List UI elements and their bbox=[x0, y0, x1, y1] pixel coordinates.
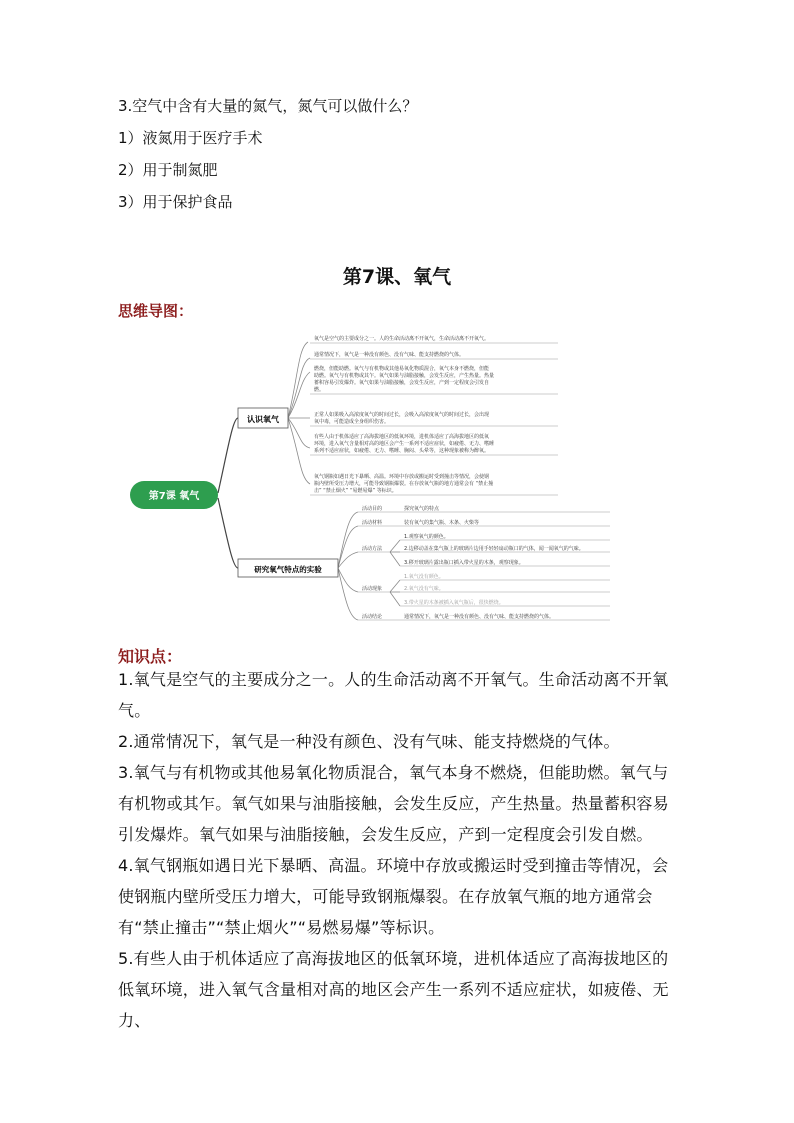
branch1-item bbox=[310, 335, 558, 343]
mindmap-root-label: 第7课 氧气 bbox=[148, 491, 200, 502]
branch2-label: 研究氧气特点的实验 bbox=[254, 565, 322, 574]
question-text: 3.空气中含有大量的氮气，氮气可以做什么？ bbox=[118, 97, 418, 115]
knowledge-point-3: 3.氧气与有机物或其他易氧化物质混合，氧气本身不燃烧，但能助燃。氧气与有机物或其乍。氧气如果与油脂接触，会发生反应，产生热量。热量蓄积容易引发爆炸。氧气如果与油脂接触，会发生反应，产到一定程度会引发自燃。 bbox=[118, 763, 669, 844]
branch2-row-key: 活动材料 bbox=[362, 520, 383, 526]
branch2-row-value: 通常情况下，氧气是一种没有颜色、没有气味、能支持燃烧的气体。 bbox=[404, 614, 555, 620]
branch2-row-key: 活动现象 bbox=[362, 586, 383, 592]
branch2-row-value: 2.氧气没有气味。 bbox=[404, 586, 444, 592]
branch1-item-line: 氧气钢瓶如遇日光下暴晒、高温。环境中存放或搬运时受到撞击等情况，会使钢 bbox=[314, 474, 490, 480]
branch2-row-value: 2.边移动盖在集气瓶上的玻璃片边用手轻轻扇动瓶口的气体，闻一闻氧气的气味。 bbox=[404, 546, 584, 552]
branch2-row-value: 1.观察氧气的颜色。 bbox=[404, 534, 449, 540]
branch2-row-key: 活动结论 bbox=[362, 614, 383, 620]
mindmap-diagram bbox=[118, 328, 618, 628]
branch1-item-line: 瓶内壁所受压力增大，可能导致钢瓶爆裂。在存放氧气瓶的地方通常会有 “禁止撞 bbox=[314, 481, 494, 487]
knowledge-points bbox=[118, 664, 678, 1036]
branch2-row-key: 活动目的 bbox=[362, 506, 383, 512]
branch1-item bbox=[310, 433, 558, 455]
mindmap-heading: 思维导图： bbox=[118, 302, 194, 320]
branch1-item-line: 系列不适应症状，如疲倦、无力、嗜睡、胸闷、头晕等，这种现象被称为醉氧。 bbox=[314, 448, 490, 454]
branch2-row-value: 1.氧气没有颜色。 bbox=[404, 574, 444, 580]
branch1-item-line: 击” “禁止烟火” “易燃易爆” 等标识。 bbox=[314, 488, 397, 494]
knowledge-point-4: 4.氧气钢瓶如遇日光下暴晒、高温。环境中存放或搬运时受到撞击等情况，会使钢瓶内壁所受压力增大，可能导致钢瓶爆裂。在存放氧气瓶的地方通常会有“禁止撞击”“禁止烟火”“易燃易爆”等标识。 bbox=[118, 856, 669, 937]
branch2-row-value: 3.移开玻璃片露出瓶口插入带火星的木条，观察现象。 bbox=[404, 560, 524, 566]
branch2-row-value: 3.带火星的木条被插入氧气瓶后，很快燃烧。 bbox=[404, 600, 504, 606]
knowledge-heading: 知识点： bbox=[118, 647, 183, 666]
branch1-item-line: 正常人如果吸入高浓度氧气的时间过长，会吸入高浓度氧气的时间过长，会出现 bbox=[314, 412, 490, 418]
branch1-item-line: 燃。 bbox=[314, 387, 325, 393]
branch1-item-line: 环境，进入氧气含量相对高的地区会产生一系列不适应症状，如疲倦、无力、嗜睡 bbox=[314, 441, 495, 447]
branch1-item-line: 蓄积容易引发爆炸。氧气如果与油脂接触，会发生反应，产到一定程度会引发自 bbox=[314, 380, 490, 386]
knowledge-point-5: 5.有些人由于机体适应了高海拔地区的低氧环境，进机体适应了高海拔地区的低氧环境，进入氧气含量相对高的地区会产生一系列不适应症状，如疲倦、无力、 bbox=[118, 949, 669, 1030]
answer-2: 2）用于制氮肥 bbox=[118, 161, 218, 179]
lesson-title: 第7课、氧气 bbox=[342, 266, 452, 288]
branch1-item bbox=[310, 473, 558, 495]
branch1-item bbox=[310, 365, 558, 394]
knowledge-point-2: 2.通常情况下，氧气是一种没有颜色、没有气味、能支持燃烧的气体。 bbox=[118, 732, 620, 751]
answer-1: 1）液氮用于医疗手术 bbox=[118, 129, 263, 147]
branch1-item bbox=[310, 411, 558, 426]
branch1-item-line: 有些人由于机体适应了高海拔地区的低氧环境，进机体适应了高海拔地区的低氧 bbox=[314, 434, 490, 440]
branch1-item-line: 氧中毒，可能造成全身组织伤害。 bbox=[314, 419, 390, 425]
branch2-row-key: 活动方法 bbox=[362, 546, 383, 552]
knowledge-point-1: 1.氧气是空气的主要成分之一。人的生命活动离不开氧气。生命活动离不开氧气。 bbox=[118, 670, 669, 720]
branch1-item-line: 通常情况下，氧气是一种没有颜色、没有气味、能支持燃烧的气体。 bbox=[314, 352, 465, 358]
answer-3: 3）用于保护食品 bbox=[118, 193, 233, 211]
branch1-item-line: 氧气是空气的主要成分之一。人的生命活动离不开氧气，生命活动离不开氧气。 bbox=[314, 336, 490, 342]
branch1-item-line: 燃烧，但能助燃。氧气与有机物或其他易氧化物质混合，氧气本身不燃烧，但能 bbox=[314, 366, 490, 372]
branch2-row-value: 装有氧气的集气瓶、木条、火柴等 bbox=[404, 520, 480, 526]
branch1-item bbox=[310, 351, 558, 359]
branch1-item-line: 助燃。氧气与有机物或其乍。氧气如果与油脂接触，会发生反应，产生热量。热量 bbox=[314, 373, 495, 379]
branch2-row-value: 探究氧气的特点 bbox=[404, 506, 440, 512]
branch1-label: 认识氧气 bbox=[247, 415, 279, 424]
